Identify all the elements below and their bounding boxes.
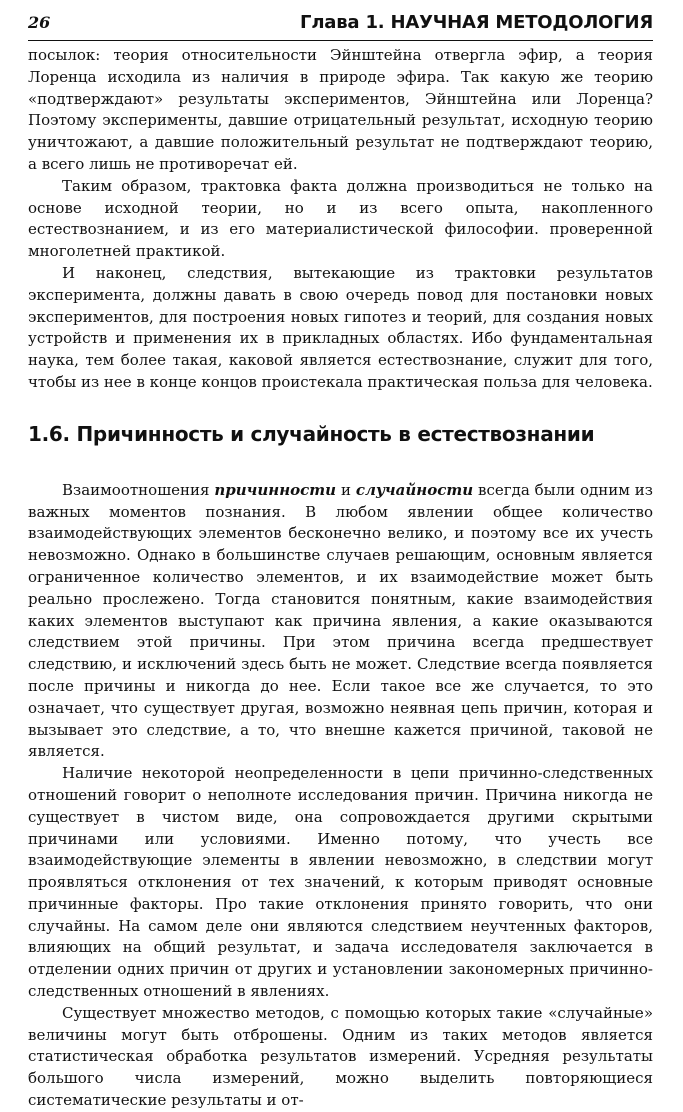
section-paragraph-3: Существует множество методов, с помощью которых такие «случайные» величины могут быть отброшены. Одним из таких методов является статистическая обработка результатов измерений. Усредняя результаты большого числа измерений, можно выделить повторяющиеся систематические результаты и от- [28,1003,653,1110]
section-paragraph-1 [28,480,653,763]
page-number: 26 [28,13,51,32]
chapter-title: Глава 1. НАУЧНАЯ МЕТОДОЛОГИЯ [300,12,653,33]
running-header [28,12,653,38]
section-paragraph-2: Наличие некоторой неопределенности в цепи причинно-следственных отношений говорит о неполноте исследования причин. Причина никогда не существует в чистом виде, она сопровождается другими скрытыми причинами или условиями. Именно потому, что учесть все взаимодействующие элементы в явлении невозможно, в следствии могут проявляться отклонения от тех значений, к которым приводят основные причинные факторы. Про такие отклонения принято говорить, что они случайны. На самом деле они являются следствием неучтенных факторов, влияющих на общий результат, и задача исследователя заключается в отделении одних причин от других и установлении закономерных причинно-следственных отношений в явлениях. [28,764,653,1001]
intro-paragraph-2: Таким образом, трактовка факта должна производиться не только на основе исходной теории, но и из всего опыта, накопленного естествознанием, и из его материалистической философии. проверенной многолетней практикой. [28,176,653,261]
section-heading: 1.6. Причинность и случайность в естествознании [28,421,595,446]
header-rule [28,40,653,41]
intro-paragraph-3: И наконец, следствия, вытекающие из трактовки результатов эксперимента, должны давать в свою очередь повод для постановки новых экспериментов, для построения новых гипотез и теорий, для создания новых устройств и применения их в прикладных областях. Ибо фундаментальная наука, тем более такая, каковой является естествознание, служит для того, чтобы из нее в конце концов проистекала практическая польза для человека. [28,263,653,391]
section-text [28,480,653,1112]
paragraph-rest: всегда были одним из важных моментов познания. В любом явлении общее количество взаимодействующих элементов бесконечно велико, и поэтому все их учесть невозможно. Однако в большинстве случаев решающим, основным является ограниченное количество элементов, и их взаимодействие может быть реально прослежено. Тогда становится понятным, какие взаимодействия каких элементов выступают как причина явления, а какие оказываются следствием этой причины. При этом причина всегда предшествует следствию, и исключений здесь быть не может. Следствие всегда появляется после причины и никогда до нее. Если такое все же случается, то это означает, что существует другая, возможно неявная цепь причин, которая и вызывает это следствие, а то, что внешне кажется причиной, таковой не является. [28,480,653,761]
term-randomness: случайности [355,480,474,499]
intro-paragraph-1: посылок: теория относительности Эйнштейна отвергла эфир, а теория Лоренца исходила из наличия в природе эфира. Так какую же теорию «подтверждают» результаты экспериментов, Эйнштейна или Лоренца? Поэтому эксперименты, давшие отрицательный результат, исходную теорию уничтожают, а давшие положительный результат не подтверждают теорию, а всего лишь не противоречат ей. [28,46,653,173]
conjunction: и [340,480,351,499]
paragraph-lead: Взаимоотношения [62,480,210,499]
term-causality: причинности [214,480,337,499]
intro-text [28,45,653,394]
